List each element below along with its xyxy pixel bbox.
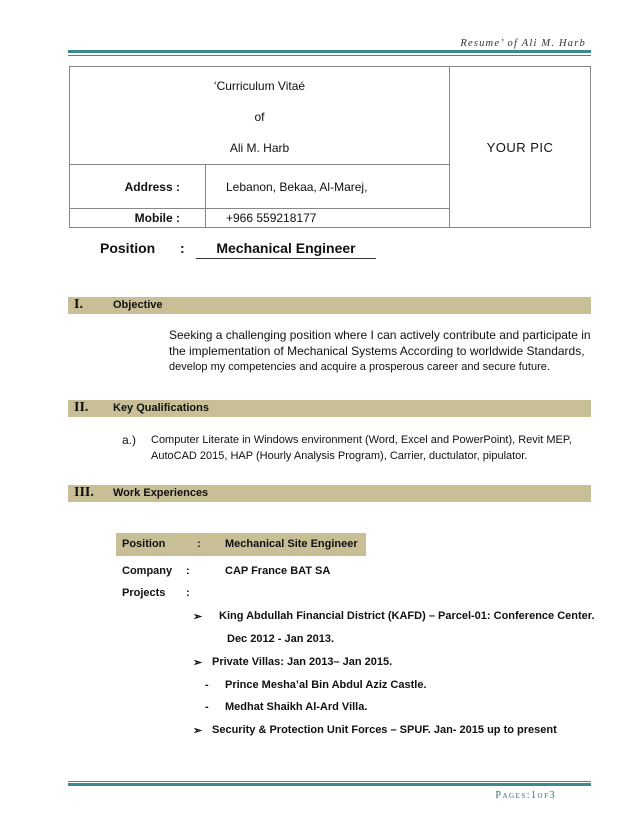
project-2-sub-2: Medhat Shaikh Al-Ard Villa.	[225, 701, 368, 713]
section-title-experience: Work Experiences	[113, 487, 209, 499]
mobile-value: +966 559218177	[206, 209, 450, 228]
header-rule-thin	[68, 55, 591, 56]
cv-title-line1: ‘Curriculum Vitaé	[213, 79, 306, 93]
qualification-line1: Computer Literate in Windows environment (Word, Excel and PowerPoint), Revit MEP,	[151, 434, 572, 446]
position-value: Mechanical Engineer	[196, 240, 376, 259]
position-colon: :	[180, 240, 185, 256]
dash-bullet: -	[205, 679, 209, 691]
qualification-line2: AutoCAD 2015, HAP (Hourly Analysis Program), Carrier, ductulator, pipulator.	[151, 450, 528, 462]
section-title-objective: Objective	[113, 299, 163, 311]
projects-label: Projects	[122, 587, 166, 599]
objective-line2: the implementation of Mechanical Systems According to worldwide Standards,	[169, 344, 585, 358]
project-2: Private Villas: Jan 2013– Jan 2015.	[212, 656, 393, 668]
projects-colon: :	[186, 587, 190, 599]
job-position-label: Position	[122, 538, 166, 550]
dash-bullet: -	[205, 701, 209, 713]
photo-placeholder: YOUR PIC	[450, 67, 591, 228]
project-1: King Abdullah Financial District (KAFD) – Parcel-01: Conference Center.	[219, 610, 595, 622]
objective-line3: develop my competencies and acquire a prosperous career and secure future.	[169, 361, 550, 373]
company-colon: :	[186, 565, 190, 577]
footer-rule-thick	[68, 783, 591, 786]
company-value: CAP France BAT SA	[225, 565, 331, 577]
address-label: Address :	[70, 165, 206, 209]
cv-title-line2: of	[254, 110, 265, 124]
header-rule-thick	[68, 50, 591, 53]
cv-title-line3: Ali M. Harb	[229, 141, 290, 155]
company-label: Company	[122, 565, 173, 577]
project-1-date: Dec 2012 - Jan 2013.	[227, 633, 335, 645]
section-number-experience: III.	[74, 485, 94, 500]
objective-line1: Seeking a challenging position where I can actively contribute and participate in	[169, 328, 591, 342]
mobile-label: Mobile :	[70, 209, 206, 228]
objective-text	[169, 327, 599, 375]
arrow-bullet-icon: ➢	[193, 657, 203, 669]
qualification-item-marker: a.)	[122, 433, 137, 447]
section-number-objective: I.	[74, 297, 83, 312]
project-3: Security & Protection Unit Forces – SPUF. Jan- 2015 up to present	[212, 724, 557, 736]
project-2-sub-1: Prince Mesha’al Bin Abdul Aziz Castle.	[225, 679, 427, 691]
arrow-bullet-icon: ➢	[193, 725, 203, 737]
position-label: Position	[100, 240, 156, 256]
header-table	[69, 66, 591, 228]
cv-title-cell	[70, 67, 450, 165]
job-position-colon: :	[197, 538, 201, 550]
footer-rule-thin	[68, 781, 591, 782]
page-number: Pages:1of3	[495, 790, 556, 801]
job-position-value: Mechanical Site Engineer	[225, 538, 358, 550]
section-title-qualifications: Key Qualifications	[113, 402, 209, 414]
section-number-qualifications: II.	[74, 400, 89, 415]
arrow-bullet-icon: ➢	[193, 611, 203, 623]
qualification-item-text	[151, 432, 591, 464]
running-header: Resume’ of Ali M. Harb	[460, 38, 586, 49]
address-value: Lebanon, Bekaa, Al-Marej,	[206, 165, 450, 209]
